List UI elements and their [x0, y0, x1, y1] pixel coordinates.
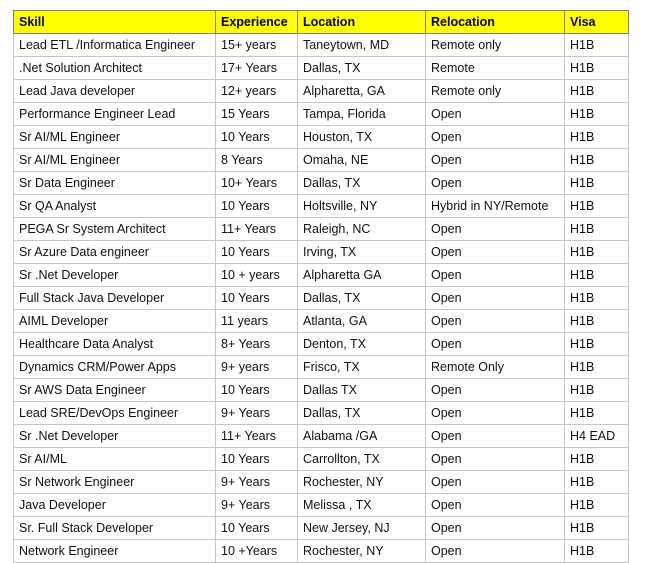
cell-location: Raleigh, NC — [298, 218, 426, 241]
cell-location: New Jersey, NJ — [298, 517, 426, 540]
cell-skill: Sr Network Engineer — [14, 471, 216, 494]
cell-skill: Sr .Net Developer — [14, 264, 216, 287]
cell-location: Houston, TX — [298, 126, 426, 149]
cell-visa: H1B — [565, 241, 629, 264]
cell-relocation: Open — [426, 333, 565, 356]
cell-location: Denton, TX — [298, 333, 426, 356]
cell-visa: H1B — [565, 287, 629, 310]
cell-location: Alpharetta, GA — [298, 80, 426, 103]
cell-visa: H1B — [565, 218, 629, 241]
cell-location: Dallas, TX — [298, 57, 426, 80]
cell-visa: H1B — [565, 149, 629, 172]
cell-experience: 10 Years — [216, 287, 298, 310]
cell-location: Alabama /GA — [298, 425, 426, 448]
cell-experience: 11+ Years — [216, 425, 298, 448]
cell-experience: 15 Years — [216, 103, 298, 126]
cell-visa: H1B — [565, 34, 629, 57]
cell-skill: Sr. Full Stack Developer — [14, 517, 216, 540]
cell-relocation: Open — [426, 425, 565, 448]
cell-relocation: Open — [426, 540, 565, 563]
table-row — [14, 80, 629, 103]
cell-visa: H1B — [565, 57, 629, 80]
cell-skill: Healthcare Data Analyst — [14, 333, 216, 356]
cell-skill: Lead ETL /Informatica Engineer — [14, 34, 216, 57]
cell-location: Holtsville, NY — [298, 195, 426, 218]
candidate-table — [13, 10, 629, 563]
cell-skill: Lead Java developer — [14, 80, 216, 103]
cell-relocation: Open — [426, 218, 565, 241]
cell-visa: H1B — [565, 540, 629, 563]
header-experience: Experience — [216, 11, 298, 34]
cell-location: Alpharetta GA — [298, 264, 426, 287]
cell-experience: 15+ years — [216, 34, 298, 57]
cell-relocation: Open — [426, 310, 565, 333]
header-relocation: Relocation — [426, 11, 565, 34]
cell-experience: 9+ Years — [216, 471, 298, 494]
cell-visa: H1B — [565, 494, 629, 517]
cell-location: Irving, TX — [298, 241, 426, 264]
cell-experience: 8+ Years — [216, 333, 298, 356]
cell-location: Dallas TX — [298, 379, 426, 402]
cell-experience: 8 Years — [216, 149, 298, 172]
table-row — [14, 540, 629, 563]
cell-location: Frisco, TX — [298, 356, 426, 379]
cell-skill: Lead SRE/DevOps Engineer — [14, 402, 216, 425]
table-row — [14, 126, 629, 149]
cell-experience: 11+ Years — [216, 218, 298, 241]
cell-visa: H1B — [565, 310, 629, 333]
cell-location: Rochester, NY — [298, 471, 426, 494]
cell-relocation: Open — [426, 517, 565, 540]
cell-relocation: Open — [426, 402, 565, 425]
cell-relocation: Open — [426, 448, 565, 471]
cell-experience: 10 Years — [216, 126, 298, 149]
cell-skill: Sr Azure Data engineer — [14, 241, 216, 264]
cell-skill: Sr AWS Data Engineer — [14, 379, 216, 402]
cell-skill: Sr AI/ML — [14, 448, 216, 471]
cell-experience: 10 Years — [216, 448, 298, 471]
cell-location: Dallas, TX — [298, 172, 426, 195]
cell-experience: 10 Years — [216, 241, 298, 264]
cell-relocation: Open — [426, 149, 565, 172]
cell-experience: 10 +Years — [216, 540, 298, 563]
table-row — [14, 57, 629, 80]
cell-location: Omaha, NE — [298, 149, 426, 172]
cell-relocation: Open — [426, 241, 565, 264]
cell-relocation: Open — [426, 103, 565, 126]
table-row — [14, 149, 629, 172]
table-row — [14, 356, 629, 379]
cell-location: Melissa , TX — [298, 494, 426, 517]
cell-visa: H1B — [565, 471, 629, 494]
table-row — [14, 218, 629, 241]
cell-visa: H1B — [565, 172, 629, 195]
cell-visa: H1B — [565, 402, 629, 425]
cell-location: Carrollton, TX — [298, 448, 426, 471]
cell-visa: H1B — [565, 379, 629, 402]
cell-location: Tampa, Florida — [298, 103, 426, 126]
table-row — [14, 517, 629, 540]
cell-skill: Full Stack Java Developer — [14, 287, 216, 310]
cell-relocation: Remote — [426, 57, 565, 80]
cell-visa: H1B — [565, 264, 629, 287]
cell-relocation: Remote only — [426, 34, 565, 57]
table-row — [14, 379, 629, 402]
cell-experience: 10 Years — [216, 195, 298, 218]
cell-location: Rochester, NY — [298, 540, 426, 563]
table-row — [14, 333, 629, 356]
cell-skill: PEGA Sr System Architect — [14, 218, 216, 241]
cell-relocation: Open — [426, 494, 565, 517]
cell-relocation: Open — [426, 126, 565, 149]
cell-location: Dallas, TX — [298, 402, 426, 425]
cell-skill: Sr .Net Developer — [14, 425, 216, 448]
cell-experience: 9+ years — [216, 356, 298, 379]
cell-skill: Performance Engineer Lead — [14, 103, 216, 126]
table-row — [14, 103, 629, 126]
cell-visa: H1B — [565, 448, 629, 471]
cell-visa: H1B — [565, 103, 629, 126]
cell-relocation: Remote Only — [426, 356, 565, 379]
table-row — [14, 195, 629, 218]
cell-location: Taneytown, MD — [298, 34, 426, 57]
cell-location: Dallas, TX — [298, 287, 426, 310]
cell-skill: Sr AI/ML Engineer — [14, 126, 216, 149]
header-location: Location — [298, 11, 426, 34]
cell-visa: H1B — [565, 333, 629, 356]
cell-experience: 11 years — [216, 310, 298, 333]
cell-skill: .Net Solution Architect — [14, 57, 216, 80]
cell-skill: Java Developer — [14, 494, 216, 517]
cell-skill: Network Engineer — [14, 540, 216, 563]
header-row — [14, 11, 629, 34]
cell-experience: 17+ Years — [216, 57, 298, 80]
table-row — [14, 471, 629, 494]
cell-relocation: Hybrid in NY/Remote — [426, 195, 565, 218]
cell-experience: 10 Years — [216, 379, 298, 402]
table-row — [14, 241, 629, 264]
cell-visa: H1B — [565, 126, 629, 149]
table-row — [14, 448, 629, 471]
header-visa: Visa — [565, 11, 629, 34]
cell-skill: Sr Data Engineer — [14, 172, 216, 195]
cell-experience: 12+ years — [216, 80, 298, 103]
cell-skill: Dynamics CRM/Power Apps — [14, 356, 216, 379]
cell-relocation: Open — [426, 264, 565, 287]
cell-skill: Sr AI/ML Engineer — [14, 149, 216, 172]
cell-visa: H1B — [565, 80, 629, 103]
cell-relocation: Open — [426, 287, 565, 310]
cell-skill: Sr QA Analyst — [14, 195, 216, 218]
cell-relocation: Remote only — [426, 80, 565, 103]
cell-experience: 10+ Years — [216, 172, 298, 195]
cell-skill: AIML Developer — [14, 310, 216, 333]
cell-experience: 9+ Years — [216, 494, 298, 517]
table-row — [14, 287, 629, 310]
cell-relocation: Open — [426, 379, 565, 402]
cell-visa: H1B — [565, 195, 629, 218]
cell-relocation: Open — [426, 172, 565, 195]
cell-experience: 10 Years — [216, 517, 298, 540]
table-row — [14, 34, 629, 57]
table-row — [14, 264, 629, 287]
cell-visa: H1B — [565, 356, 629, 379]
cell-experience: 9+ Years — [216, 402, 298, 425]
cell-relocation: Open — [426, 471, 565, 494]
table-row — [14, 172, 629, 195]
table-row — [14, 494, 629, 517]
table-row — [14, 310, 629, 333]
table-row — [14, 402, 629, 425]
cell-location: Atlanta, GA — [298, 310, 426, 333]
cell-visa: H4 EAD — [565, 425, 629, 448]
header-skill: Skill — [14, 11, 216, 34]
table-row — [14, 425, 629, 448]
cell-experience: 10 + years — [216, 264, 298, 287]
cell-visa: H1B — [565, 517, 629, 540]
